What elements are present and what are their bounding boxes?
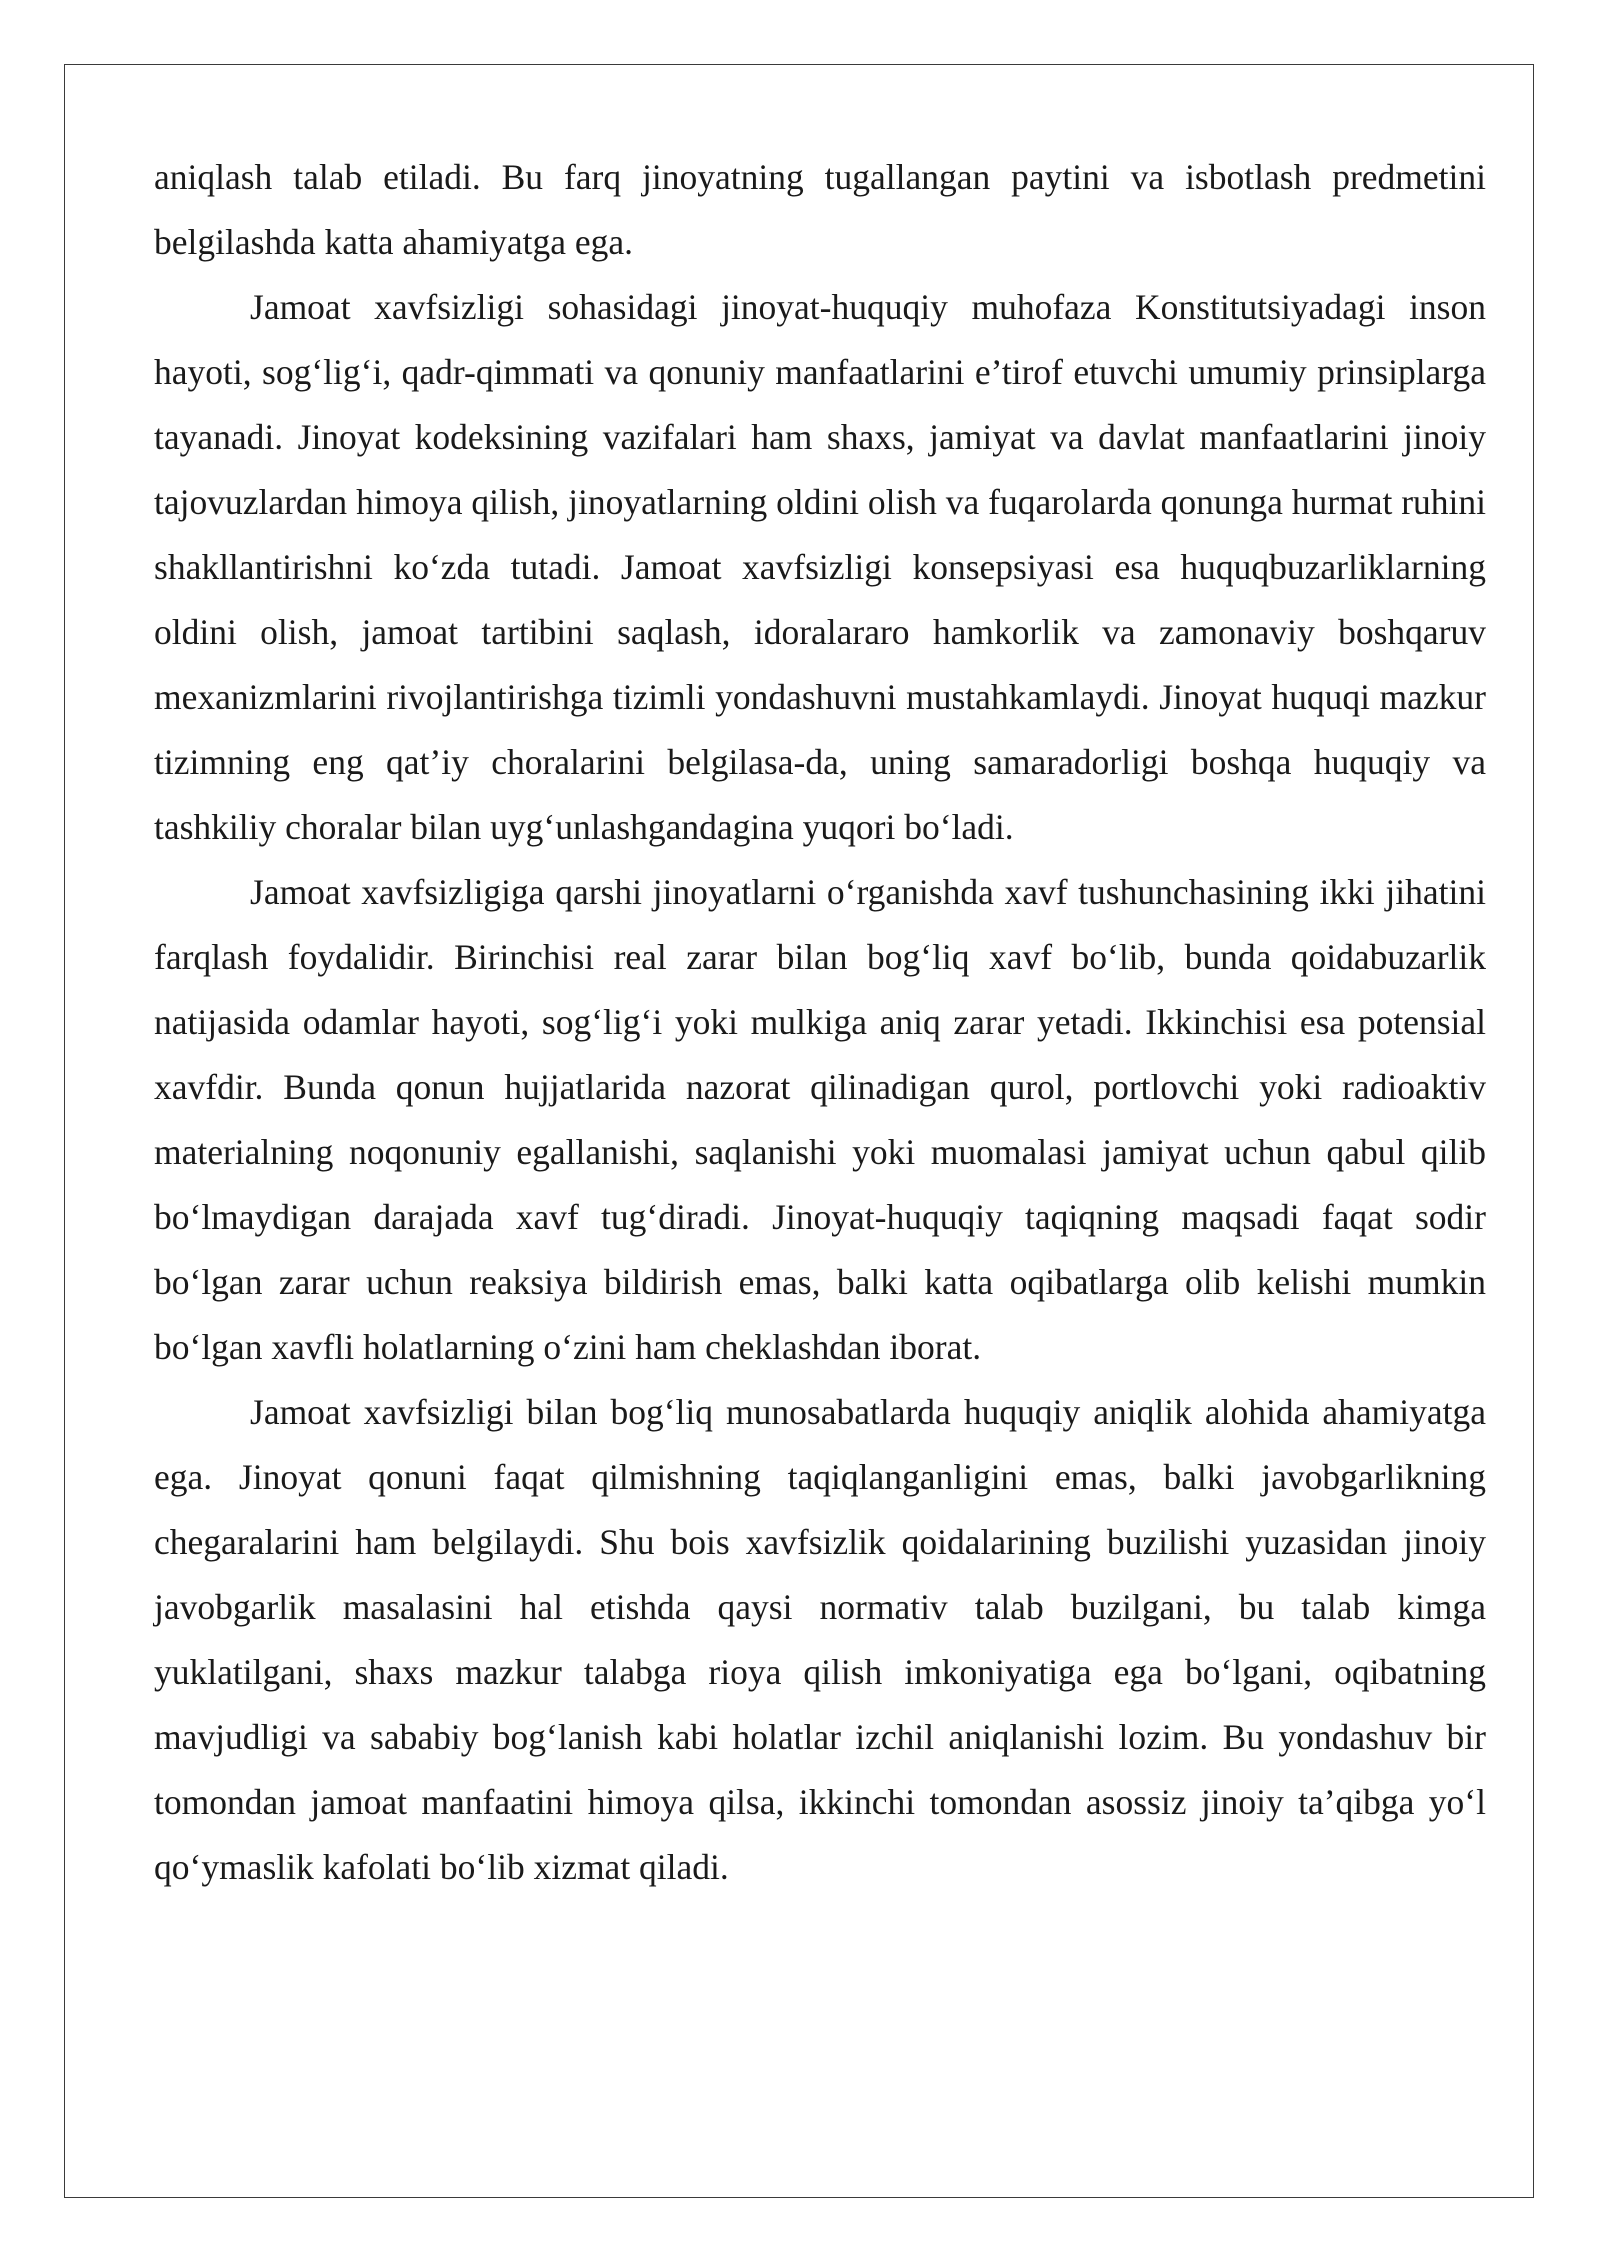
- paragraph-2: Jamoat xavfsizligi sohasidagi jinoyat-huquqiy muhofaza Konstitutsiyadagi inson hayoti, sog‘lig‘i, qadr-qimmati va qonuniy manfaatlarini e’tirof etuvchi umumiy prinsiplarga tayanadi. Jinoyat kodeksining vazifalari ham shaxs, jamiyat va davlat manfaatlarini jinoiy tajovuzlardan himoya qilish, jinoyatlarning oldini olish va fuqarolarda qonunga hurmat ruhini shakllantirishni ko‘zda tutadi. Jamoat xavfsizligi konsepsiyasi esa huquqbuzarliklarning oldini olish, jamoat tartibini saqlash, idoralararo hamkorlik va zamonaviy boshqaruv mexanizmlarini rivojlantirishga tizimli yondashuvni mustahkamlaydi. Jinoyat huquqi mazkur tizimning eng qat’iy choralarini belgilasa-da, uning samaradorligi boshqa huquqiy va tashkiliy choralar bilan uyg‘unlashgandagina yuqori bo‘ladi.: [154, 287, 1486, 847]
- document-body: [154, 145, 1486, 1900]
- paragraph-3: Jamoat xavfsizligiga qarshi jinoyatlarni o‘rganishda xavf tushunchasining ikki jihatini farqlash foydalidir. Birinchisi real zarar bilan bog‘liq xavf bo‘lib, bunda qoidabuzarlik natijasida odamlar hayoti, sog‘lig‘i yoki mulkiga aniq zarar yetadi. Ikkinchisi esa potensial xavfdir. Bunda qonun hujjatlarida nazorat qilinadigan qurol, portlovchi yoki radioaktiv materialning noqonuniy egallanishi, saqlanishi yoki muomalasi jamiyat uchun qabul qilib bo‘lmaydigan darajada xavf tug‘diradi. Jinoyat-huquqiy taqiqning maqsadi faqat sodir bo‘lgan zarar uchun reaksiya bildirish emas, balki katta oqibatlarga olib kelishi mumkin bo‘lgan xavfli holatlarning o‘zini ham cheklashdan iborat.: [154, 872, 1486, 1367]
- paragraph-4: Jamoat xavfsizligi bilan bog‘liq munosabatlarda huquqiy aniqlik alohida ahamiyatga ega. Jinoyat qonuni faqat qilmishning taqiqlanganligini emas, balki javobgarlikning chegaralarini ham belgilaydi. Shu bois xavfsizlik qoidalarining buzilishi yuzasidan jinoiy javobgarlik masalasini hal etishda qaysi normativ talab buzilgani, bu talab kimga yuklatilgani, shaxs mazkur talabga rioya qilish imkoniyatiga ega bo‘lgani, oqibatning mavjudligi va sababiy bog‘lanish kabi holatlar izchil aniqlanishi lozim. Bu yondashuv bir tomondan jamoat manfaatini himoya qilsa, ikkinchi tomondan asossiz jinoiy ta’qibga yo‘l qo‘ymaslik kafolati bo‘lib xizmat qiladi.: [154, 1392, 1486, 1887]
- paragraph-1: aniqlash talab etiladi. Bu farq jinoyatning tugallangan paytini va isbotlash predmetini belgilashda katta ahamiyatga ega.: [154, 157, 1486, 262]
